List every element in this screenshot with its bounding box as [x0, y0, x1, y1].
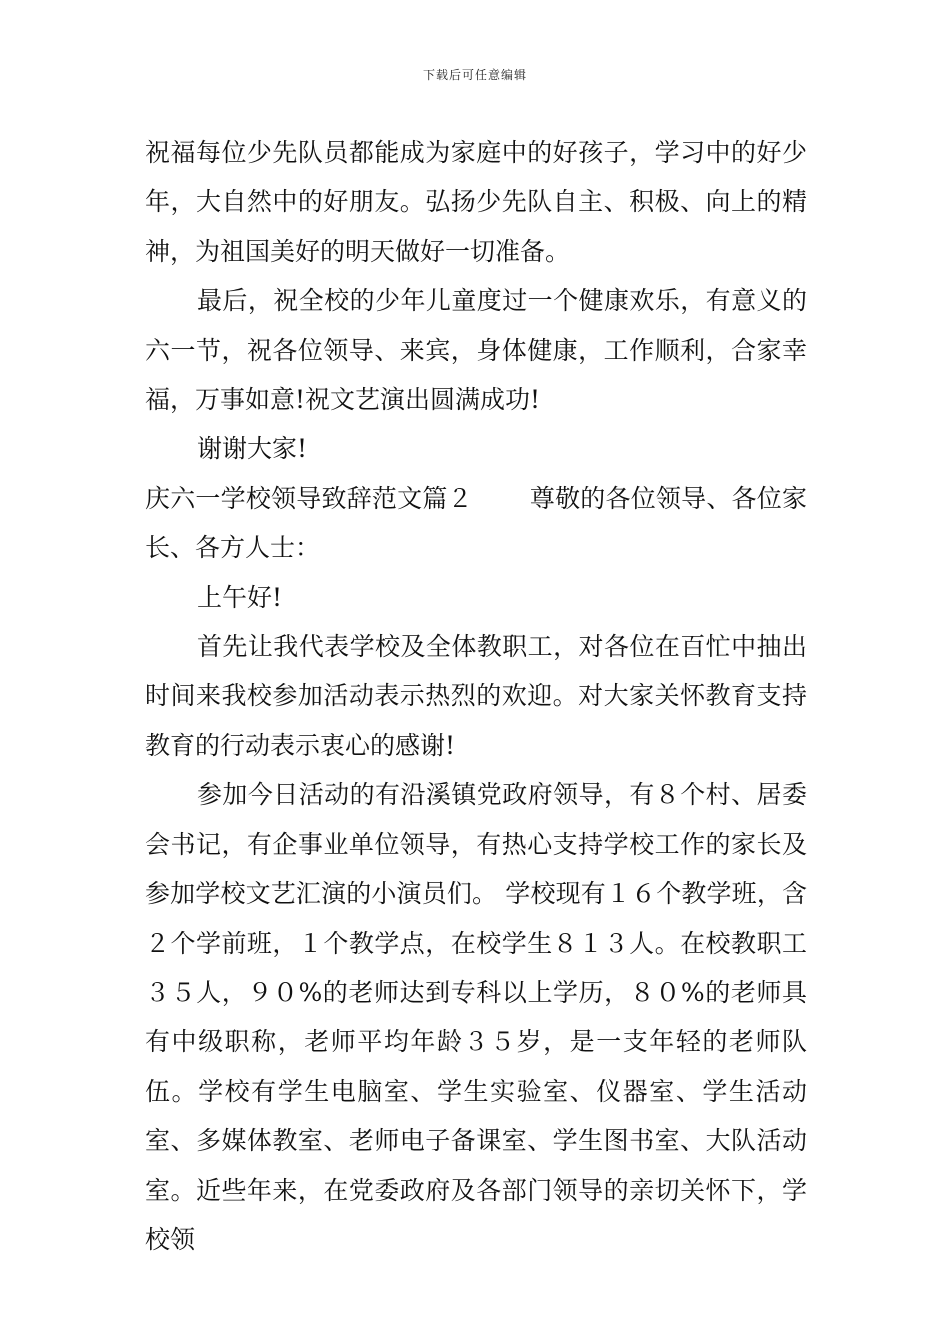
- section-2-heading-line: [145, 474, 807, 573]
- section-2-title: 庆六一学校领导致辞范文篇２: [145, 483, 473, 513]
- paragraph-welcome: 首先让我代表学校及全体教职工，对各位在百忙中抽出时间来我校参加活动表示热烈的欢迎。对大家关怀教育支持教育的行动表示衷心的感谢!: [145, 632, 807, 760]
- paragraph-blessing: 祝福每位少先队员都能成为家庭中的好孩子，学习中的好少年，大自然中的好朋友。弘扬少先队自主、积极、向上的精神，为祖国美好的明天做好一切准备。: [145, 138, 807, 266]
- paragraph-thanks: 谢谢大家!: [197, 434, 308, 464]
- paragraph-good-morning: 上午好!: [197, 582, 283, 612]
- paragraph-closing-wishes: 最后，祝全校的少年儿童度过一个健康欢乐，有意义的六一节，祝各位领导、来宾，身体健康，工作顺利，合家幸福，万事如意!祝文艺演出圆满成功!: [145, 286, 807, 415]
- header-note: 下载后可任意编辑: [422, 68, 527, 82]
- paragraph-school-intro: 参加今日活动的有沿溪镇党政府领导，有８个村、居委会书记，有企事业单位领导，有热心支持学校工作的家长及参加学校文艺汇演的小演员们。 学校现有１６个教学班，含２个学前班，１个教学点，在校学生８１３人。在校教职工３５人，９０%的老师达到专科以上学历，８０%的老师具有中级职称，老师平均年龄３５岁，是一支年轻的老师队伍。学校有学生电脑室、学生实验室、仪器室、学生活动室、多媒体教室、老师电子备课室、学生图书室、大队活动室。近些年来，在党委政府及各部门领导的亲切关怀下，学校领: [145, 780, 807, 1254]
- section-2-greeting: 尊敬的各位领导、各位家长、各方人士：: [145, 483, 807, 563]
- document-body: [145, 128, 807, 1264]
